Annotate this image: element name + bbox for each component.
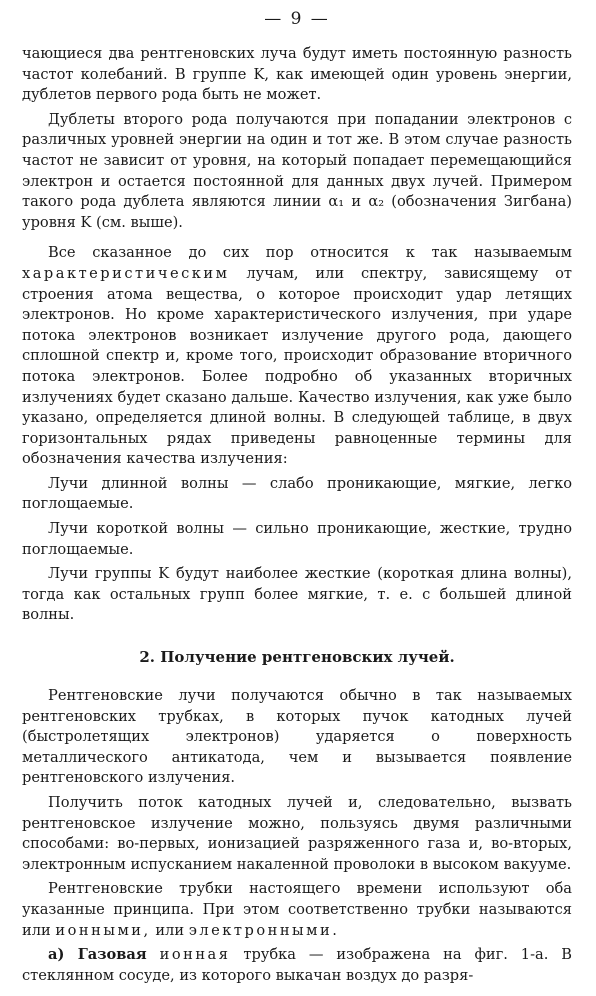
principles-electronic-word: электронными. (188, 921, 340, 939)
paragraph-x-ray-tubes: Рентгеновские лучи получаются обычно в так называемых рентгеновских трубках, в которых пучок катодных лучей (быстролетящих электронов) ударяется о поверхность металлического антикатода, чем и вызывается появление рентгеновского излучения. (22, 687, 572, 787)
gas-tube-label: а) Газовая (48, 946, 147, 964)
paragraph-gas-tube (22, 945, 572, 986)
term-short-wave: Лучи короткой волны — сильно проникающие, жесткие, трудно поглощаемые. (22, 520, 572, 558)
characteristic-text-before: Все сказанное до сих пор относится к так называемым (48, 244, 572, 262)
paragraph-continuation: чающиеся два рентгеновских луча будут иметь постоянную разность частот колебаний. В группе K, как имеющей один уровень энергии, дублетов первого рода быть не может. (22, 45, 572, 104)
document-page (22, 8, 572, 990)
characteristic-spaced-word: характеристическим (22, 264, 230, 282)
page-number: — 9 — (264, 9, 330, 29)
paragraph-cathode-rays: Получить поток катодных лучей и, следовательно, вызвать рентгеновское излучение можно, пользуясь двумя различными способами: во-первых, ионизацией разряженного газа и, во-вторых, электронным испусканием накаленной проволоки в высоком вакууме. (22, 794, 572, 873)
principles-text-before: Рентгеновские трубки настоящего времени используют оба указанные принципа. При этом соответственно трубки называются или (22, 880, 572, 939)
characteristic-text-after: лучам, или спектру, зависящему от строения атома вещества, о которое происходит удар летящих электронов. Но кроме характеристического излучения, при ударе потока электронов возникает излучение другого рода, дающего сплошной спектр и, кроме того, происходит образование вторичного потока электронов. Более подробно об указанных вторичных излучениях будет сказано дальше. Качество излучения, как уже было указано, определяется длиной волны. В следующей таблице, в двух горизонтальных рядах приведены равноценные термины для обозначения качества излучения: (22, 264, 572, 468)
section-heading: 2. Получение рентгеновских лучей. (139, 648, 455, 667)
gas-tube-spaced-word: ионная (159, 946, 231, 964)
paragraph-two-principles (22, 879, 572, 941)
gas-tube-text: трубка — изображена на фиг. 1-а. В стеклянном сосуде, из которого выкачан воздух до разря- (22, 946, 572, 984)
paragraph-characteristic-rays (22, 243, 572, 470)
principles-ionic-word: ионными, (55, 921, 151, 939)
principles-text-middle: или (155, 921, 185, 939)
paragraph-second-order-doublets: Дублеты второго рода получаются при попадании электронов с различных уровней энергии на один и тот же. В этом случае разность частот не зависит от уровня, на который попадает перемещающийся электрон и остается постоянной для данных двух лучей. Примером такого рода дублета являются линии α₁ и α₂ (обозначения Зигбана) уровня K (см. выше). (22, 110, 572, 231)
term-long-wave: Лучи длинной волны — слабо проникающие, мягкие, легко поглощаемые. (22, 474, 572, 513)
term-group-k: Лучи группы K будут наиболее жесткие (короткая длина волны), тогда как остальных групп более мягкие, т. е. с большей длиной волны. (22, 565, 572, 624)
